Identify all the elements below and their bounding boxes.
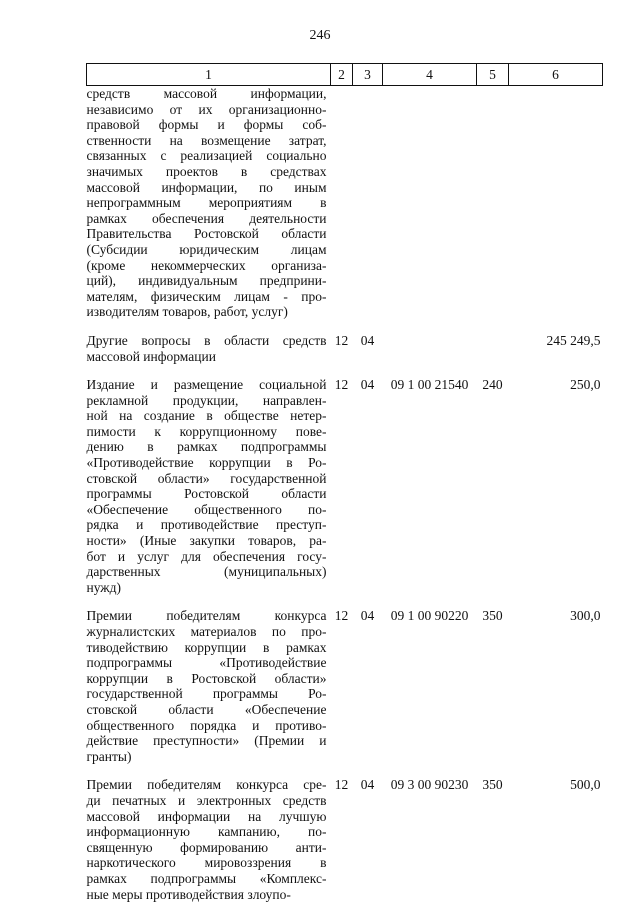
description-line: массовой информации на лучшую (86, 808, 327, 824)
column-header: 5 (477, 64, 509, 86)
target-article-code: 09 1 00 90220 (390, 608, 469, 624)
description-line: гранты) (86, 748, 132, 764)
description-line: подпрограммы «Противодействие (86, 655, 327, 671)
description-line: тиводействию коррупции в рамках (86, 639, 327, 655)
expense-type-code (477, 320, 509, 364)
description-line: рамках обеспечения деятельности (86, 210, 327, 226)
description-line: изводителям товаров, работ, услуг) (86, 304, 288, 320)
amount: 245 249,5 (546, 332, 601, 348)
description-line: ной на создание в обществе нетер- (86, 408, 327, 424)
description-line: ственности на возмещение затрат, (86, 132, 327, 148)
description-line: бот и услуг для обеспечения госу- (86, 548, 327, 564)
target-article-code: 09 3 00 90230 (390, 777, 469, 793)
expense-type-code: 350 (482, 777, 503, 793)
table-row (87, 764, 603, 902)
subsection-code: 04 (360, 377, 375, 393)
description-line: мателям, физическим лицам - про- (86, 288, 327, 304)
description-line: независимо от их организационно- (86, 101, 327, 117)
description-line: коррупции в Ростовской области» (86, 670, 327, 686)
description-line: рядка и противодействие преступ- (86, 517, 327, 533)
column-header: 2 (331, 64, 353, 86)
amount (509, 86, 603, 320)
description-line: дарственных (муниципальных) (86, 564, 327, 580)
description-line: ций), индивидуальным предприни- (86, 273, 327, 289)
description-line: Премии победителям конкурса (86, 608, 327, 624)
description-line: священную формированию анти- (86, 839, 327, 855)
description-line: государственной программы Ро- (86, 686, 327, 702)
description-line: Издание и размещение социальной (86, 377, 327, 393)
row-description (87, 320, 331, 364)
row-description (87, 764, 331, 902)
description-line: непрограммным мероприятиям в (86, 195, 327, 211)
description-line: действие преступности» (Премии и (86, 733, 327, 749)
expense-type-code: 350 (482, 608, 503, 624)
expense-type-code: 240 (482, 377, 503, 393)
subsection-code: 04 (360, 332, 375, 348)
target-article-code (383, 320, 477, 364)
table-row (87, 364, 603, 595)
header-row (87, 64, 603, 86)
amount: 300,0 (570, 608, 601, 624)
column-header: 1 (87, 64, 331, 86)
description-line: массовой информации, по иным (86, 179, 327, 195)
subsection-code: 04 (360, 608, 375, 624)
column-header: 6 (509, 64, 603, 86)
budget-table (86, 63, 603, 902)
section-code: 12 (334, 377, 349, 393)
description-line: ди печатных и электронных средств (86, 792, 327, 808)
description-line: рамках подпрограммы «Комплекс- (86, 870, 327, 886)
description-line: ности» (Иные закупки товаров, ра- (86, 533, 327, 549)
subsection-code (353, 86, 383, 320)
expense-type-code (477, 86, 509, 320)
description-line: наркотического мировоззрения в (86, 855, 327, 871)
section-code: 12 (334, 608, 349, 624)
amount: 500,0 (570, 777, 601, 793)
column-header: 3 (353, 64, 383, 86)
table-row (87, 86, 603, 320)
description-line: «Обеспечение общественного по- (86, 501, 327, 517)
column-header: 4 (383, 64, 477, 86)
description-line: пимости к коррупционному пове- (86, 423, 327, 439)
description-line: Премии победителям конкурса сре- (86, 777, 327, 793)
table-row (87, 595, 603, 764)
description-line: массовой информации (86, 348, 216, 364)
description-line: Правительства Ростовской области (86, 226, 327, 242)
section-code: 12 (334, 777, 349, 793)
description-line: средств массовой информации, (86, 86, 327, 101)
description-line: значимых проектов в средствах (86, 163, 327, 179)
row-description (87, 595, 331, 764)
section-code (331, 86, 353, 320)
subsection-code: 04 (360, 777, 375, 793)
description-line: (Субсидии юридическим лицам (86, 241, 327, 257)
description-line: общественного порядка и противо- (86, 717, 327, 733)
page-number: 246 (309, 28, 331, 43)
description-line: дению в рамках подпрограммы (86, 439, 327, 455)
description-line: рекламной продукции, направлен- (86, 392, 327, 408)
description-line: программы Ростовской области (86, 486, 327, 502)
description-line: Другие вопросы в области средств (86, 332, 327, 348)
description-line: правовой формы и формы соб- (86, 117, 327, 133)
description-line: «Противодействие коррупции в Ро- (86, 455, 327, 471)
section-code: 12 (334, 332, 349, 348)
description-line: стовской области «Обеспечение (86, 701, 327, 717)
row-description (87, 364, 331, 595)
target-article-code (383, 86, 477, 320)
description-line: (кроме некоммерческих организа- (86, 257, 327, 273)
description-line: ные меры противодействия злоупо- (86, 886, 291, 902)
description-line: журналистских материалов по про- (86, 624, 327, 639)
description-line: связанных с реализацией социально (86, 148, 327, 164)
amount: 250,0 (570, 377, 601, 393)
description-line: нужд) (86, 579, 121, 595)
row-description (87, 86, 331, 320)
description-line: информационную кампанию, по- (86, 824, 327, 840)
description-line: стовской области» государственной (86, 470, 327, 486)
target-article-code: 09 1 00 21540 (390, 377, 469, 393)
table-row (87, 320, 603, 364)
